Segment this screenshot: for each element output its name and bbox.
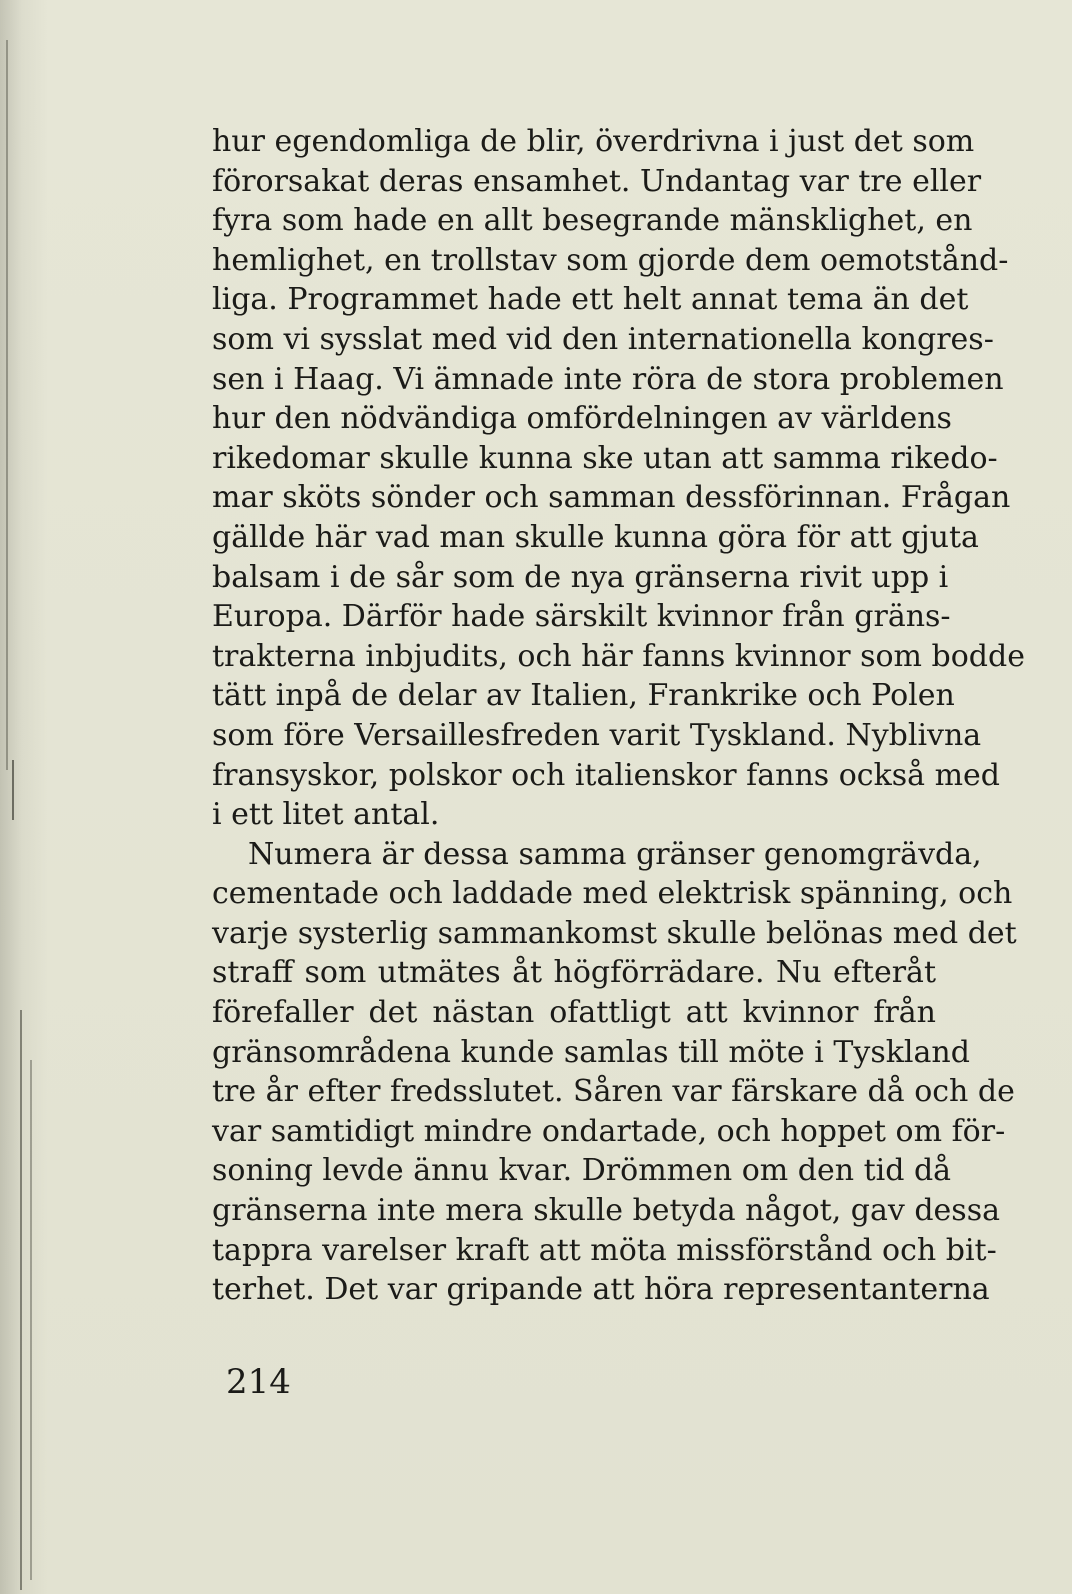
text-line: i ett litet antal. [212,797,440,833]
gutter-shadow-line [6,40,8,770]
text-line: Numera är dessa samma gränser genomgrävda, [248,836,982,872]
text-line: fransyskor, polskor och italienskor fanns också med [212,757,1000,793]
text-line: varje systerlig sammankomst skulle belönas med det [212,915,1017,951]
text-line: liga. Programmet hade ett helt annat tema än det [212,282,969,318]
text-line: hur egendomliga de blir, överdrivna i just det som [212,124,975,159]
body-text [212,122,1025,1310]
text-line: tre år efter fredsslutet. Såren var färskare då och de [212,1074,1015,1110]
text-line: var samtidigt mindre ondartade, och hoppet om för- [212,1113,1006,1149]
text-line: hur den nödvändiga omfördelningen av världens [212,401,952,437]
text-line: mar sköts sönder och samman dessförinnan. Frågan [212,480,1011,516]
text-line: balsam i de sår som de nya gränserna rivit upp i [212,559,949,595]
text-line: sen i Haag. Vi ämnade inte röra de stora problemen [212,361,1004,397]
text-line: rikedomar skulle kunna ske utan att samma rikedo- [212,440,998,476]
text-line: soning levde ännu kvar. Drömmen om den tid då [212,1153,952,1189]
page-number: 214 [226,1362,291,1402]
gutter-shadow-line [30,1060,32,1580]
text-line: terhet. Det var gripande att höra representanterna [212,1272,990,1308]
book-gutter [0,0,40,1594]
text-line: tätt inpå de delar av Italien, Frankrike och Polen [212,678,955,714]
text-line: förorsakat deras ensamhet. Undantag var tre eller [212,163,982,199]
text-line: som före Versaillesfreden varit Tyskland. Nyblivna [212,717,982,753]
text-line: Europa. Därför hade särskilt kvinnor från gräns- [212,599,951,635]
text-line: gränsområdena kunde samlas till möte i Tyskland [212,1034,970,1070]
text-line: förefaller det nästan ofattligt att kvinnor från [212,995,936,1031]
text-line: tappra varelser kraft att möta missförstånd och bit- [212,1232,997,1268]
text-line: fyra som hade en allt besegrande mänsklighet, en [212,203,973,239]
text-line: hemlighet, en trollstav som gjorde dem oemotstånd- [212,242,1009,278]
gutter-shadow-line [20,1010,22,1590]
text-line: trakterna inbjudits, och här fanns kvinnor som bodde [212,638,1025,674]
gutter-shadow-line [12,760,14,820]
text-line: gränserna inte mera skulle betyda något, gav dessa [212,1193,1000,1229]
paragraph [212,835,1017,1310]
text-line: straff som utmätes åt högförrädare. Nu efteråt [212,955,936,991]
paragraph [212,122,1025,835]
text-line: gällde här vad man skulle kunna göra för att gjuta [212,519,979,555]
text-line: cementade och laddade med elektrisk spänning, och [212,876,1013,912]
text-line: som vi sysslat med vid den internationella kongres- [212,321,994,357]
